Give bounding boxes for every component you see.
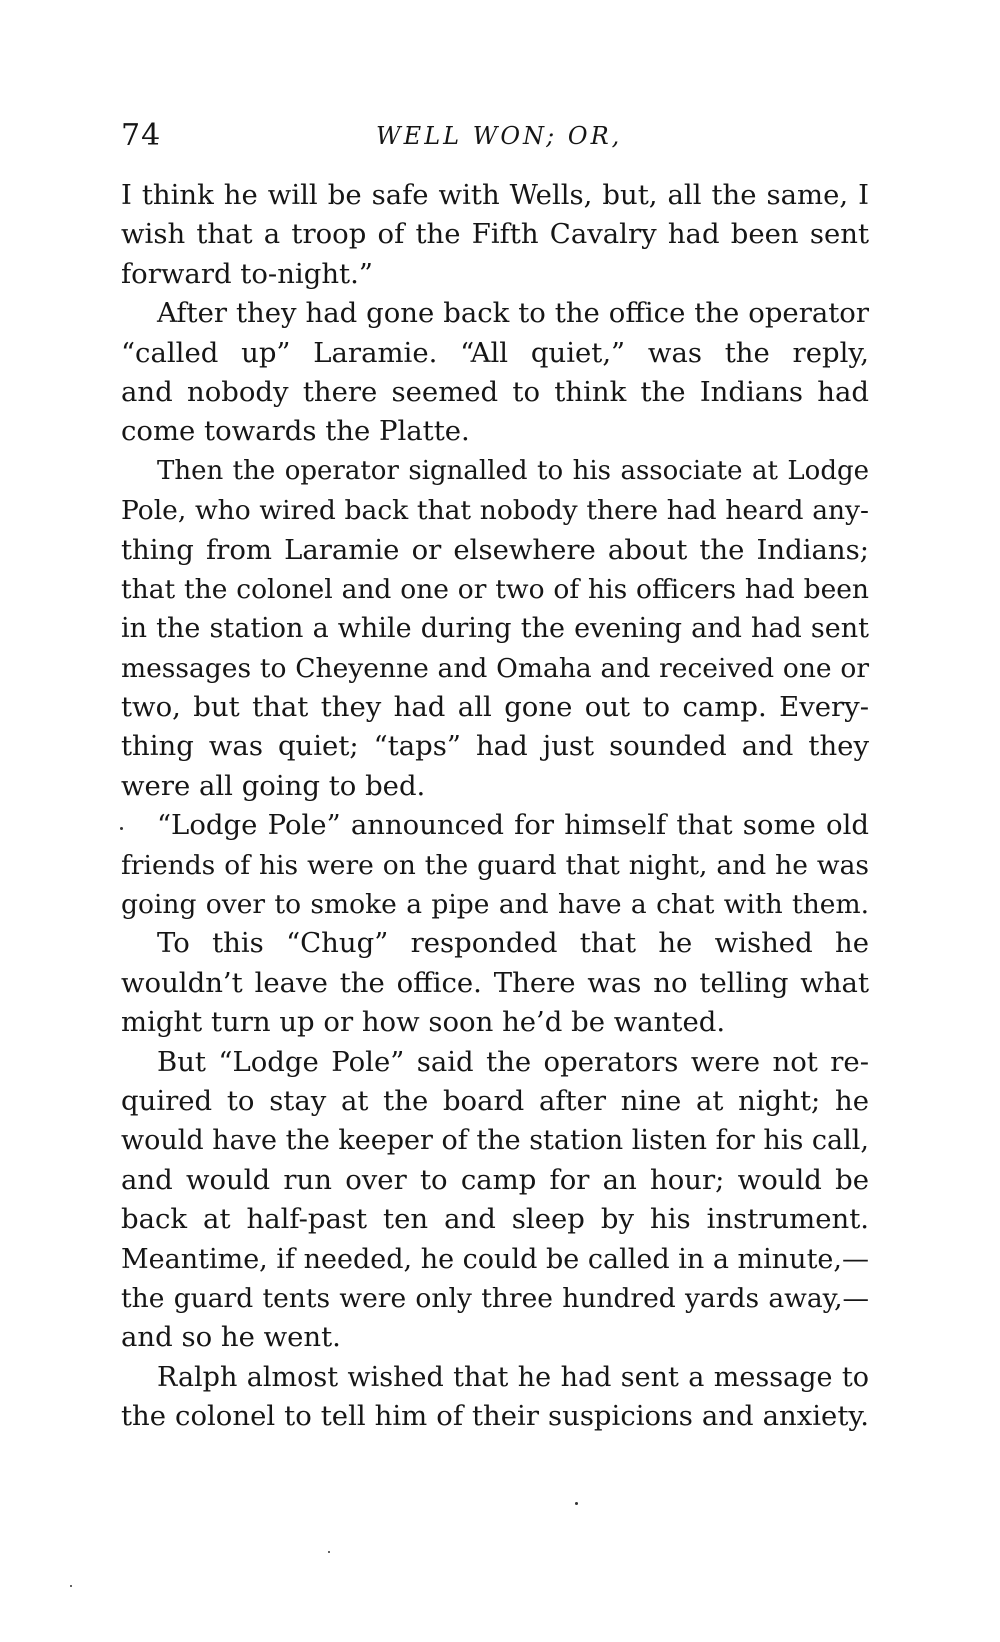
- page-number: 74: [121, 118, 162, 153]
- text-line: wish that a troop of the Fifth Cavalry had been sent: [121, 218, 869, 251]
- running-head: WELL WON; OR,: [376, 122, 623, 150]
- ink-speck: [120, 827, 123, 830]
- text-line: thing from Laramie or elsewhere about the Indians;: [121, 533, 869, 566]
- ink-speck: [575, 1502, 578, 1505]
- text-line: were all going to bed.: [121, 769, 426, 802]
- text-line: might turn up or how soon he’d be wanted.: [121, 1006, 726, 1039]
- text-line: friends of his were on the guard that night, and he was: [121, 849, 869, 881]
- ink-speck: [328, 1551, 330, 1553]
- text-line: the colonel to tell him of their suspicions and anxiety.: [121, 1400, 869, 1433]
- text-line: “Lodge Pole” announced for himself that some old: [157, 809, 869, 842]
- text-line: To this “Chug” responded that he wished he: [157, 927, 869, 960]
- text-line: Ralph almost wished that he had sent a message to: [157, 1361, 869, 1393]
- text-line: Pole, who wired back that nobody there had heard any-: [121, 495, 869, 527]
- ink-speck: [70, 1585, 72, 1587]
- text-line: going over to smoke a pipe and have a chat with them.: [121, 889, 869, 921]
- text-line: that the colonel and one or two of his officers had been: [121, 573, 869, 605]
- text-line: After they had gone back to the office the operator: [157, 297, 869, 330]
- text-line: come towards the Platte.: [121, 415, 470, 448]
- text-line: two, but that they had all gone out to camp. Every-: [121, 691, 869, 724]
- text-line: and would run over to camp for an hour; would be: [121, 1163, 869, 1196]
- text-line: in the station a while during the evening and had sent: [121, 613, 869, 645]
- text-line: messages to Cheyenne and Omaha and received one or: [121, 652, 869, 684]
- text-line: and so he went.: [121, 1321, 341, 1354]
- text-line: forward to-night.”: [121, 257, 373, 290]
- text-line: thing was quiet; “taps” had just sounded and they: [121, 730, 869, 763]
- text-line: quired to stay at the board after nine at night; he: [121, 1084, 869, 1117]
- text-line: wouldn’t leave the office. There was no telling what: [121, 966, 869, 999]
- text-line: “called up” Laramie. “All quiet,” was the reply,: [121, 336, 869, 369]
- text-line: the guard tents were only three hundred yards away,—: [121, 1282, 869, 1314]
- text-line: Then the operator signalled to his associate at Lodge: [157, 455, 869, 486]
- text-line: and nobody there seemed to think the Indians had: [121, 375, 869, 408]
- text-line: would have the keeper of the station listen for his call,: [121, 1125, 869, 1157]
- text-line: But “Lodge Pole” said the operators were not re-: [157, 1045, 869, 1078]
- text-line: Meantime, if needed, he could be called in a minute,—: [121, 1243, 869, 1275]
- text-line: I think he will be safe with Wells, but, all the same, I: [121, 179, 869, 211]
- text-line: back at half-past ten and sleep by his instrument.: [121, 1203, 869, 1236]
- page-header: [121, 118, 869, 158]
- body-text: [121, 176, 869, 1437]
